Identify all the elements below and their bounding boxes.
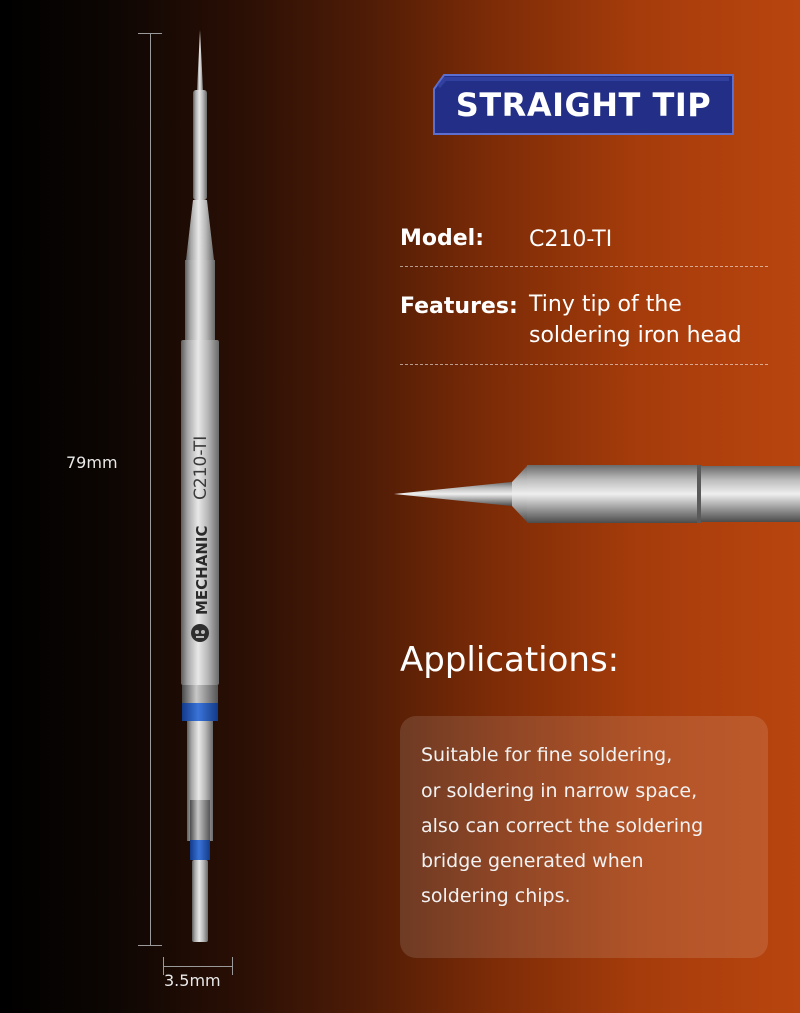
length-dimension-bottom-tick: [138, 945, 162, 946]
title-text: STRAIGHT TIP: [455, 85, 712, 124]
soldering-tip-closeup-image: [394, 462, 800, 526]
diameter-dimension-label: 3.5mm: [164, 971, 221, 990]
applications-heading: Applications:: [400, 640, 620, 680]
features-line-2: soldering iron head: [529, 323, 742, 348]
applications-line-4: bridge generated when: [421, 850, 644, 872]
applications-line-3: also can correct the soldering: [421, 815, 704, 837]
blue-ring-upper: [182, 703, 218, 721]
brand-mascot-logo: [191, 624, 209, 642]
blue-ring-lower: [190, 840, 210, 860]
length-dimension-line: [150, 33, 151, 945]
title-badge: [432, 73, 735, 136]
features-line-1: Tiny tip of the: [529, 292, 682, 317]
length-dimension-top-tick: [138, 33, 162, 34]
applications-line-1: Suitable for fine soldering,: [421, 744, 673, 766]
engraved-model-text: C210-TI: [191, 435, 211, 500]
soldering-tip-vertical-image: [170, 30, 240, 950]
features-label: Features:: [400, 294, 518, 319]
spec-divider-2: [400, 364, 768, 365]
model-value: C210-TI: [529, 227, 613, 252]
diameter-dimension-line: [163, 966, 233, 967]
applications-line-2: or soldering in narrow space,: [421, 780, 698, 802]
brand-logo-text: MECHANIC: [193, 525, 211, 615]
diameter-dimension-right-tick: [232, 957, 233, 975]
model-label: Model:: [400, 226, 485, 251]
applications-line-5: soldering chips.: [421, 885, 571, 907]
spec-divider-1: [400, 266, 768, 267]
length-dimension-label: 79mm: [66, 453, 118, 472]
needle-point: [197, 30, 203, 90]
